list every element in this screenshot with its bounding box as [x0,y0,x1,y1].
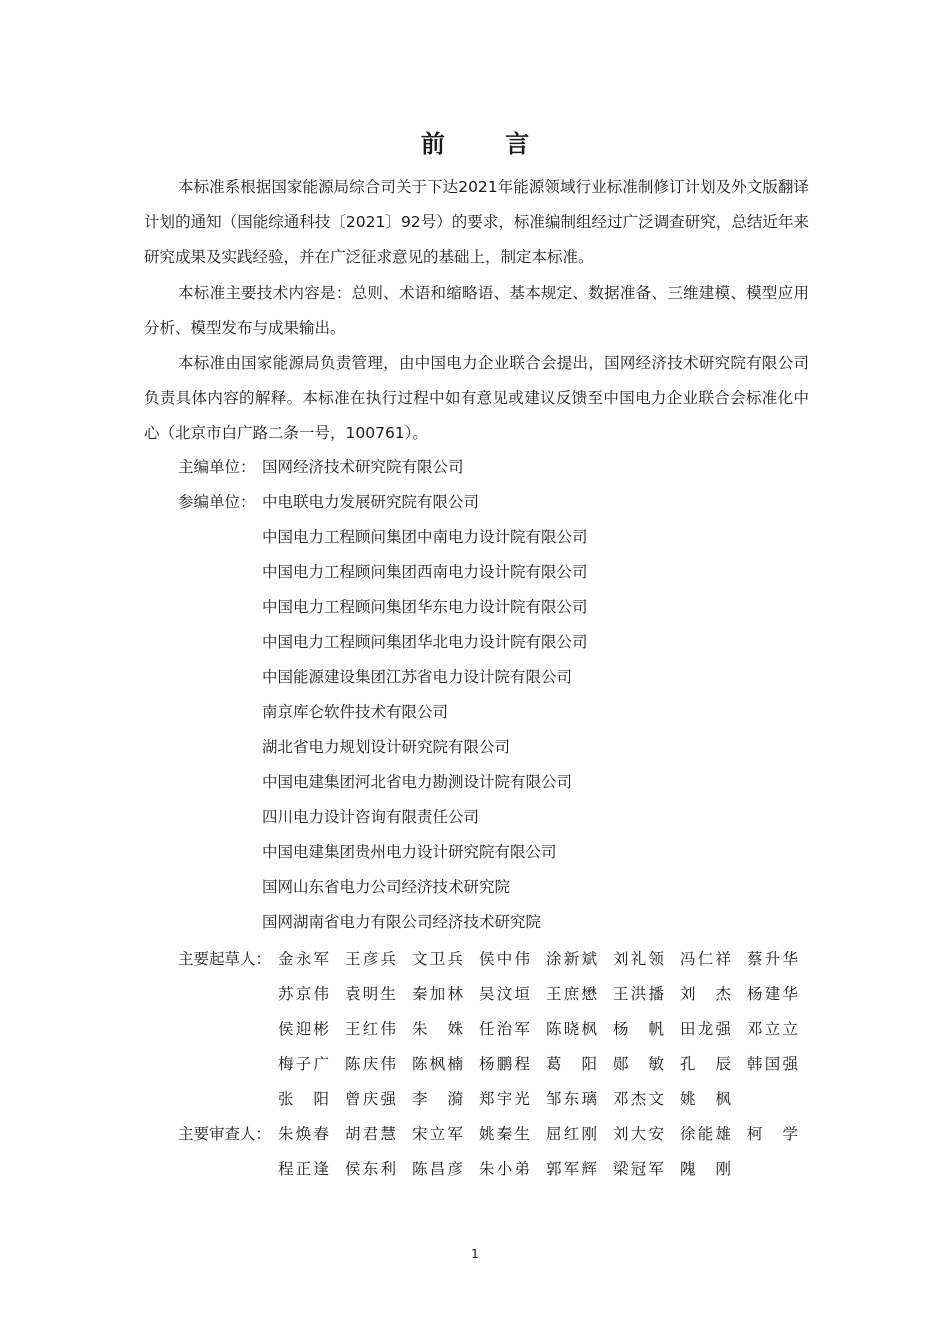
person-name: 杨 帆 [613,1020,664,1038]
chief-unit-label: 主编单位： [178,458,256,476]
person-name: 邓杰文 [613,1090,664,1108]
drafters-list [278,942,818,1117]
person-name: 王红伟 [345,1020,396,1038]
person-name: 朱 姝 [412,1020,463,1038]
person-name: 邓立立 [747,1020,798,1038]
participating-unit: 湖北省电力规划设计研究院有限公司 [262,738,511,756]
person-name: 侯东利 [345,1160,396,1178]
chief-unit-name: 国网经济技术研究院有限公司 [262,458,464,476]
person-name: 程正逢 [278,1160,329,1178]
person-name: 郭军辉 [546,1160,597,1178]
person-name: 徐能雄 [680,1125,731,1143]
drafters-row [278,942,818,977]
participating-units-label: 参编单位： [178,493,256,511]
drafters-row [278,1082,818,1117]
person-name: 王庶懋 [546,985,597,1003]
person-name: 涂新斌 [546,950,597,968]
reviewers-list [278,1117,818,1187]
person-name: 侯迎彬 [278,1020,329,1038]
participating-unit: 中国能源建设集团江苏省电力设计院有限公司 [262,668,573,686]
participating-unit: 国网湖南省电力有限公司经济技术研究院 [262,913,542,931]
person-name: 张 阳 [278,1090,329,1108]
participating-unit: 国网山东省电力公司经济技术研究院 [262,878,511,896]
person-name: 田龙强 [680,1020,731,1038]
person-name: 梁冠军 [613,1160,664,1178]
person-name: 杨鹏程 [479,1055,530,1073]
page-title: 前 言 [420,130,556,158]
person-name: 金永军 [278,950,329,968]
participating-unit: 中国电建集团河北省电力勘测设计院有限公司 [262,773,573,791]
person-name: 朱焕春 [278,1125,329,1143]
person-name: 吴汶垣 [479,985,530,1003]
person-name: 秦加林 [412,985,463,1003]
paragraph-1: 本标准系根据国家能源局综合司关于下达2021年能源领域行业标准制修订计划及外文版翻译计划的通知（国能综通科技〔2021〕92号）的要求，标准编制组经过广泛调查研究，总结近年来研究成果及实践经验，并在广泛征求意见的基础上，制定本标准。 [144,178,809,266]
drafters-row [278,1047,818,1082]
participating-unit: 南京库仑软件技术有限公司 [262,703,449,721]
participating-unit: 中国电力工程顾问集团华东电力设计院有限公司 [262,598,588,616]
participating-unit: 中国电力工程顾问集团中南电力设计院有限公司 [262,528,588,546]
person-name: 刘 杰 [680,985,731,1003]
page-number: 1 [471,1247,479,1261]
person-name: 曾庆强 [345,1090,396,1108]
reviewers-label: 主要审查人： [178,1125,272,1143]
person-name: 任治军 [479,1020,530,1038]
reviewers-row [278,1152,818,1187]
chief-unit-row [178,450,464,485]
person-name: 刘大安 [613,1125,664,1143]
person-name: 姚 枫 [680,1090,731,1108]
drafters-row [278,1012,818,1047]
person-name: 韩国强 [747,1055,798,1073]
person-name: 袁明生 [345,985,396,1003]
drafters-label: 主要起草人： [178,950,272,968]
person-name: 陈庆伟 [345,1055,396,1073]
person-name: 宋立军 [412,1125,463,1143]
person-name: 王洪播 [613,985,664,1003]
person-name: 冯仁祥 [680,950,731,968]
participating-unit: 中国电力工程顾问集团华北电力设计院有限公司 [262,633,588,651]
person-name: 邹东璃 [546,1090,597,1108]
person-name: 侯中伟 [479,950,530,968]
person-name: 陈晓枫 [546,1020,597,1038]
participating-unit: 四川电力设计咨询有限责任公司 [262,808,480,826]
person-name: 梅子广 [278,1055,329,1073]
participating-unit: 中电联电力发展研究院有限公司 [262,493,480,511]
person-name: 隗 刚 [680,1160,731,1178]
person-name: 葛 阳 [546,1055,597,1073]
reviewers-row [278,1117,818,1152]
person-name: 杨建华 [747,985,798,1003]
person-name: 屈红刚 [546,1125,597,1143]
drafters-row [278,977,818,1012]
person-name: 姚秦生 [479,1125,530,1143]
person-name: 文卫兵 [412,950,463,968]
person-name: 孔 辰 [680,1055,731,1073]
person-name: 王彦兵 [345,950,396,968]
person-name: 柯 学 [747,1125,798,1143]
person-name: 刘礼领 [613,950,664,968]
person-name: 郑宇光 [479,1090,530,1108]
paragraph-3: 本标准由国家能源局负责管理，由中国电力企业联合会提出，国网经济技术研究院有限公司负责具体内容的解释。本标准在执行过程中如有意见或建议反馈至中国电力企业联合会标准化中心（北京市白广路二条一号，100761）。 [144,354,809,442]
person-name: 陈昌彦 [412,1160,463,1178]
person-name: 苏京伟 [278,985,329,1003]
person-name: 陈枫楠 [412,1055,463,1073]
paragraph-2: 本标准主要技术内容是：总则、术语和缩略语、基本规定、数据准备、三维建模、模型应用分析、模型发布与成果输出。 [144,284,809,337]
person-name: 蔡升华 [747,950,798,968]
participating-unit: 中国电建集团贵州电力设计研究院有限公司 [262,843,557,861]
participating-unit: 中国电力工程顾问集团西南电力设计院有限公司 [262,563,588,581]
person-name: 胡君慧 [345,1125,396,1143]
person-name: 郧 敏 [613,1055,664,1073]
person-name: 朱小弟 [479,1160,530,1178]
person-name: 李 漪 [412,1090,463,1108]
